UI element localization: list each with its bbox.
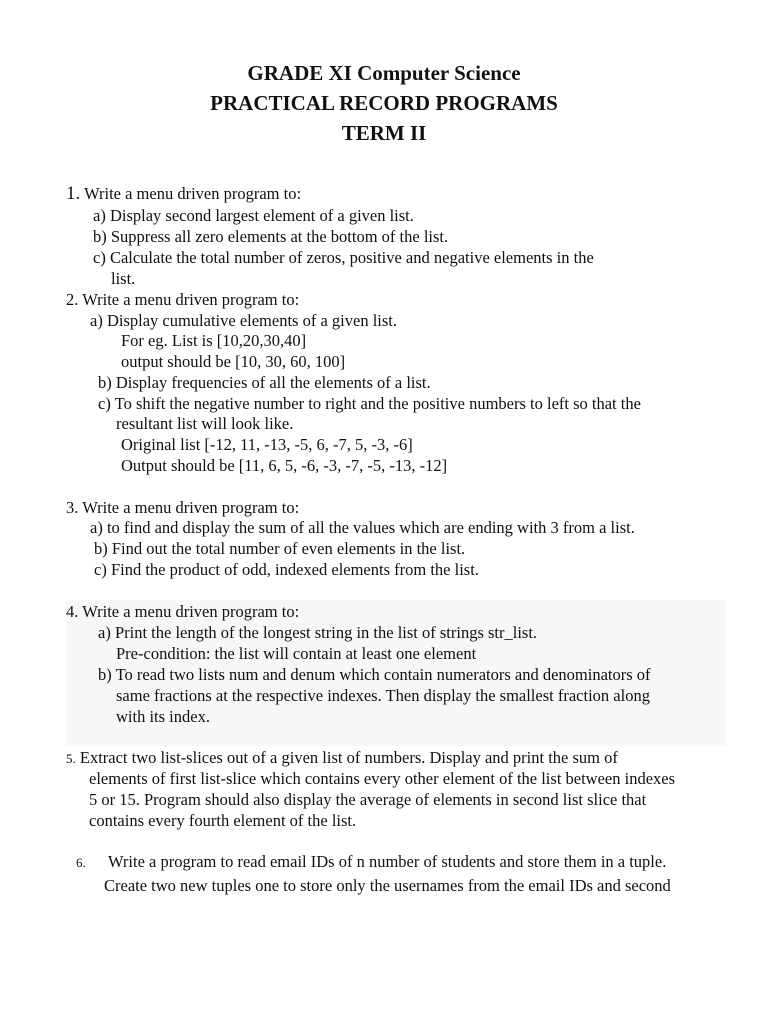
question-2-part-c-cont: resultant list will look like. (116, 414, 294, 433)
question-5-line-4: contains every fourth element of the list. (89, 811, 357, 830)
question-1-part-b: b) Suppress all zero elements at the bottom of the list. (93, 227, 449, 246)
question-1-part-c: c) Calculate the total number of zeros, positive and negative elements in the (93, 248, 594, 267)
doc-title-term: TERM II (341, 121, 427, 145)
question-4-part-a: a) Print the length of the longest string in the list of strings str_list. (98, 623, 538, 642)
question-3-part-c: c) Find the product of odd, indexed elements from the list. (94, 560, 479, 579)
question-4-precondition: Pre-condition: the list will contain at least one element (116, 644, 477, 663)
question-5-heading (66, 748, 618, 769)
question-1-text: Write a menu driven program to: (84, 184, 302, 203)
question-2-part-c: c) To shift the negative number to right and the positive numbers to left so that the (98, 394, 641, 413)
question-2-output-list: Output should be [11, 6, 5, -6, -3, -7, -5, -13, -12] (121, 456, 448, 475)
question-2-original-list: Original list [-12, 11, -13, -5, 6, -7, 5, -3, -6] (121, 435, 413, 454)
question-5-line-2: elements of first list-slice which contains every other element of the list between indexes (89, 769, 676, 788)
doc-title-grade: GRADE XI Computer Science (247, 61, 521, 85)
question-6-heading (76, 852, 86, 873)
question-4-part-b-cont: same fractions at the respective indexes. Then display the smallest fraction along (116, 686, 650, 705)
question-6-number: 6. (76, 855, 86, 870)
question-5-number: 5. (66, 751, 76, 766)
question-3-heading: 3. Write a menu driven program to: (66, 498, 300, 517)
question-1-heading (66, 184, 301, 204)
question-4-part-b-cont2: with its index. (116, 707, 210, 726)
question-2-part-b: b) Display frequencies of all the elements of a list. (98, 373, 431, 392)
question-5-line-3: 5 or 15. Program should also display the average of elements in second list slice that (89, 790, 647, 809)
question-3-part-b: b) Find out the total number of even elements in the list. (94, 539, 466, 558)
question-4-heading: 4. Write a menu driven program to: (66, 602, 300, 621)
question-6-line-2: Create two new tuples one to store only the usernames from the email IDs and second (104, 876, 671, 895)
question-2-heading: 2. Write a menu driven program to: (66, 290, 300, 309)
doc-title-practical: PRACTICAL RECORD PROGRAMS (210, 91, 558, 115)
question-1-part-a: a) Display second largest element of a given list. (93, 206, 414, 225)
question-6-line-1: Write a program to read email IDs of n number of students and store them in a tuple. (108, 852, 667, 871)
question-1-number: 1. (66, 183, 81, 204)
question-2-example-input: For eg. List is [10,20,30,40] (121, 331, 307, 350)
question-3-part-a: a) to find and display the sum of all the values which are ending with 3 from a list. (90, 518, 635, 537)
question-2-part-a: a) Display cumulative elements of a given list. (90, 311, 397, 330)
question-5-text: Extract two list-slices out of a given list of numbers. Display and print the sum of (79, 748, 618, 767)
question-1-part-c-cont: list. (111, 269, 136, 288)
question-2-example-output: output should be [10, 30, 60, 100] (121, 352, 346, 371)
question-4-part-b: b) To read two lists num and denum which contain numerators and denominators of (98, 665, 651, 684)
